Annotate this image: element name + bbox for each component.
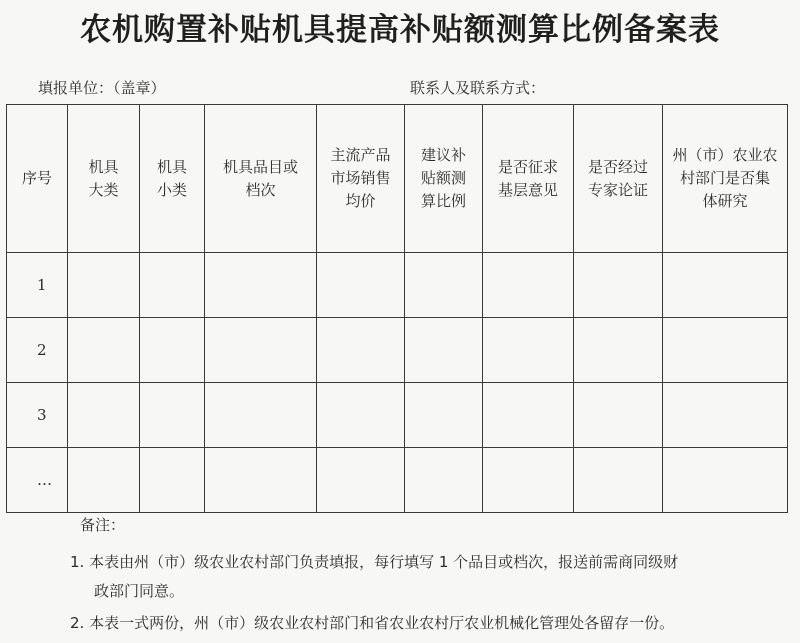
document-title: 农机购置补贴机具提高补贴额测算比例备案表 xyxy=(80,12,720,48)
notes-section xyxy=(50,515,125,535)
table-cell[interactable] xyxy=(483,448,574,513)
header-cell-minor-category: 机具 小类 xyxy=(140,105,205,253)
table-cell[interactable] xyxy=(405,448,483,513)
notes-title: 备注： xyxy=(80,516,126,534)
note-item-1: 1. 本表由州（市）级农业农村部门负责填报，每行填写 1 个品目或档次，报送前需商同级财 xyxy=(70,553,679,571)
table-cell[interactable] xyxy=(68,383,140,448)
table-row xyxy=(7,448,788,513)
table-cell[interactable] xyxy=(574,383,663,448)
note-item-1-continued: 政部门同意。 xyxy=(94,582,185,600)
contact-label: 联系人及联系方式： xyxy=(410,79,546,97)
table-cell[interactable] xyxy=(663,383,788,448)
row-serial: … xyxy=(7,448,68,513)
header-cell-expert-review: 是否经过 专家论证 xyxy=(574,105,663,253)
table-cell[interactable] xyxy=(483,318,574,383)
table-cell[interactable] xyxy=(574,448,663,513)
header-cell-serial: 序号 xyxy=(7,105,68,253)
row-serial: 2 xyxy=(7,318,68,383)
table-cell[interactable] xyxy=(663,253,788,318)
table-cell[interactable] xyxy=(205,318,317,383)
table-cell[interactable] xyxy=(317,448,405,513)
table-row xyxy=(7,253,788,318)
table-cell[interactable] xyxy=(140,318,205,383)
table-cell[interactable] xyxy=(205,253,317,318)
table-cell[interactable] xyxy=(68,253,140,318)
header-cell-avg-price: 主流产品 市场销售 均价 xyxy=(317,105,405,253)
table-cell[interactable] xyxy=(68,448,140,513)
table-cell[interactable] xyxy=(574,253,663,318)
table-cell[interactable] xyxy=(317,318,405,383)
table-row xyxy=(7,318,788,383)
table-cell[interactable] xyxy=(205,383,317,448)
table-cell[interactable] xyxy=(68,318,140,383)
header-cell-grassroots-opinion: 是否征求 基层意见 xyxy=(483,105,574,253)
table-cell[interactable] xyxy=(317,383,405,448)
table-cell[interactable] xyxy=(663,448,788,513)
table-cell[interactable] xyxy=(317,253,405,318)
table-cell[interactable] xyxy=(140,383,205,448)
filing-table xyxy=(6,104,788,513)
table-cell[interactable] xyxy=(405,318,483,383)
table-cell[interactable] xyxy=(483,253,574,318)
row-serial: 1 xyxy=(7,253,68,318)
header-cell-collective-study: 州（市）农业农 村部门是否集 体研究 xyxy=(663,105,788,253)
table-cell[interactable] xyxy=(483,383,574,448)
table-cell[interactable] xyxy=(140,448,205,513)
table-cell[interactable] xyxy=(405,253,483,318)
header-cell-item-grade: 机具品目或 档次 xyxy=(205,105,317,253)
table-cell[interactable] xyxy=(140,253,205,318)
table-cell[interactable] xyxy=(405,383,483,448)
table-row xyxy=(7,383,788,448)
table-cell[interactable] xyxy=(663,318,788,383)
row-serial: 3 xyxy=(7,383,68,448)
table-header-row xyxy=(7,105,788,253)
table-cell[interactable] xyxy=(574,318,663,383)
header-cell-subsidy-ratio: 建议补 贴额测 算比例 xyxy=(405,105,483,253)
table-cell[interactable] xyxy=(205,448,317,513)
note-item-2: 2. 本表一式两份，州（市）级农业农村部门和省农业农村厅农业机械化管理处各留存一份。 xyxy=(70,614,675,632)
header-cell-major-category: 机具 大类 xyxy=(68,105,140,253)
fill-unit-label: 填报单位：（盖章） xyxy=(38,79,166,97)
